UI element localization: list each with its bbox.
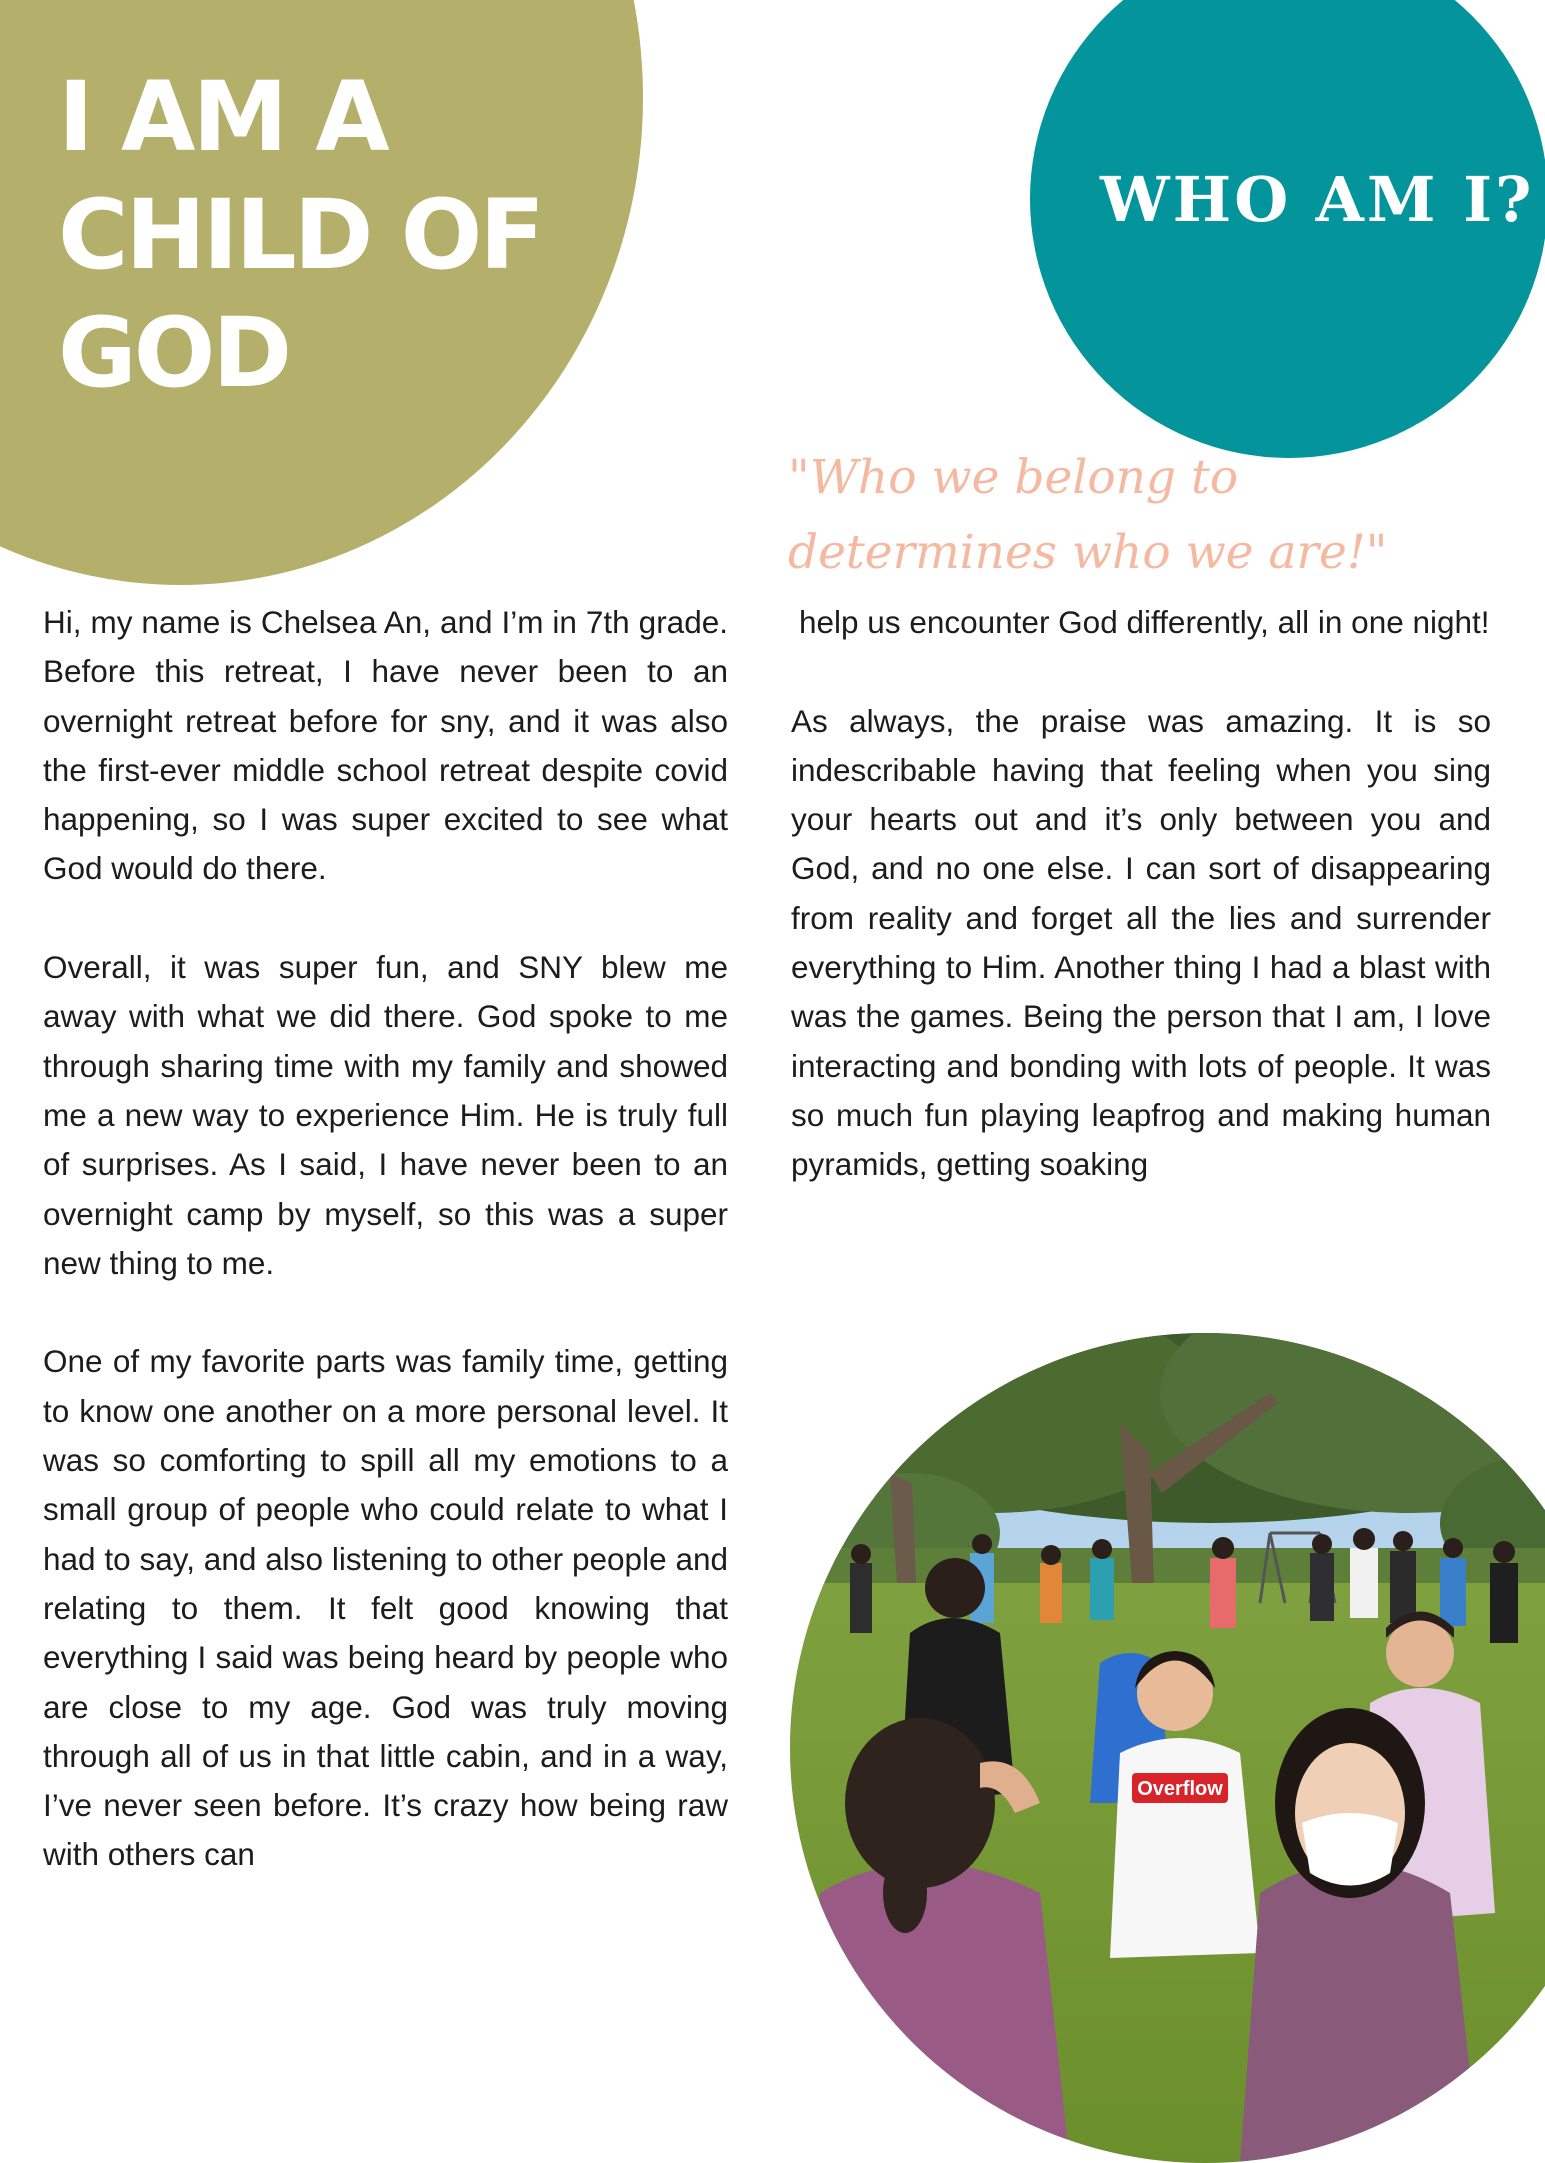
person-overflow-shirt bbox=[1110, 1738, 1260, 1958]
photo-illustration bbox=[790, 1333, 1545, 2163]
overflow-shirt-text: Overflow bbox=[1137, 1778, 1223, 1800]
face-mask bbox=[1302, 1813, 1398, 1886]
page-title bbox=[58, 58, 618, 412]
quote-line-2: determines who we are!" bbox=[788, 525, 1388, 580]
person-mask-girl bbox=[1240, 1863, 1480, 2163]
left-text-column bbox=[43, 598, 728, 1880]
right-text-column bbox=[791, 598, 1491, 1190]
retreat-group-photo bbox=[790, 1333, 1545, 2163]
quote-line-1: "Who we belong to bbox=[788, 450, 1239, 505]
paragraph-continuation: help us encounter God differently, all in one night! bbox=[799, 604, 1490, 640]
paragraph-intro: Hi, my name is Chelsea An, and I’m in 7th grade. Before this retreat, I have never been to an overnight retreat before for sny, and it was also the first-ever middle school retreat despite covid happening, so I was super excited to see what God would do there. bbox=[43, 604, 728, 887]
section-title: WHO AM I? bbox=[1100, 163, 1535, 236]
paragraph-family-time: One of my favorite parts was family time, getting to know one another on a more personal level. It was so comforting to spill all my emotions to a small group of people who could relate to what I had to say, and also listening to other people and relating to them. It felt good knowing that everything I said was being heard by people who are close to my age. God was truly moving through all of us in that little cabin, and in a way, I’ve never seen before. It’s crazy how being raw with others can bbox=[43, 1343, 728, 1873]
title-line-3: GOD bbox=[58, 297, 290, 409]
title-line-1: I AM A bbox=[58, 61, 387, 173]
paragraph-overall: Overall, it was super fun, and SNY blew me away with what we did there. God spoke to me through sharing time with my family and showed me a new way to experience Him. He is truly full of surprises. As I said, I have never been to an overnight camp by myself, so this was a super new thing to me. bbox=[43, 949, 728, 1281]
title-line-2: CHILD OF bbox=[58, 179, 542, 291]
pull-quote bbox=[788, 440, 1408, 590]
paragraph-praise: As always, the praise was amazing. It is so indescribable having that feeling when you sing your hearts out and it’s only between you and God, and no one else. I can sort of disappearing from reality and forget all the lies and surrender everything to Him. Another thing I had a blast with was the games. Being the person that I am, I love interacting and bonding with lots of people. It was so much fun playing leapfrog and making human pyramids, getting soaking bbox=[791, 702, 1491, 1183]
person-ponytail bbox=[810, 1863, 1070, 2163]
